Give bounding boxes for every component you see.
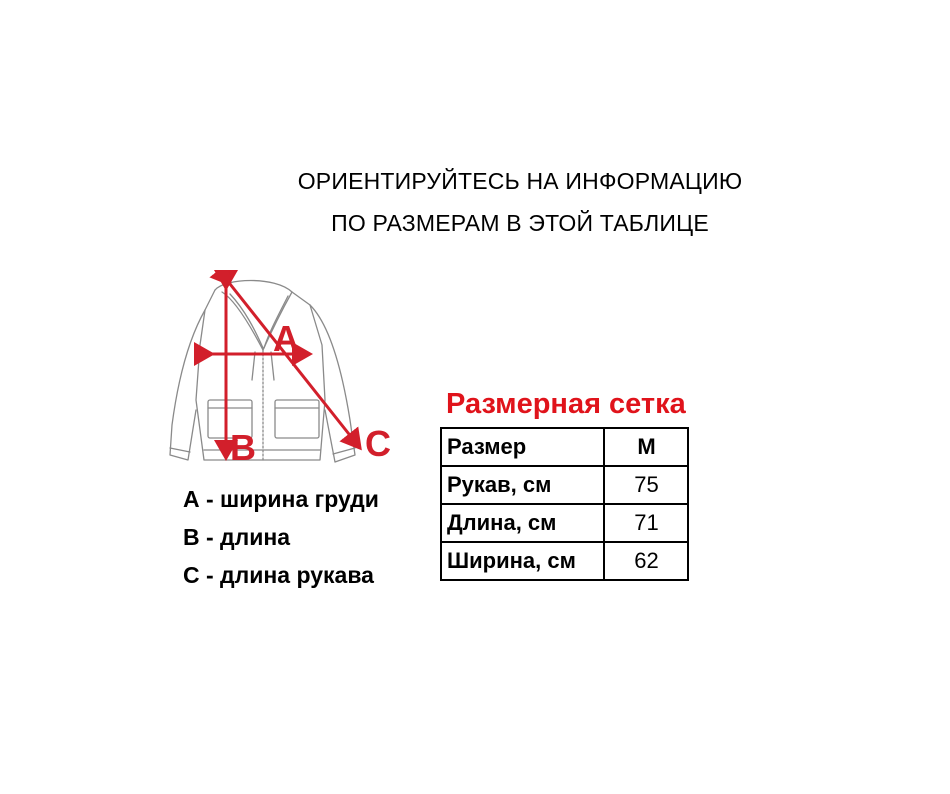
measurement-legend: [183, 480, 379, 594]
row-value: 62: [604, 542, 688, 580]
legend-item-c: С - длина рукава: [183, 562, 374, 588]
row-label: Ширина, см: [441, 542, 604, 580]
intro-line-2: ПО РАЗМЕРАМ В ЭТОЙ ТАБЛИЦЕ: [331, 210, 709, 236]
intro-line-1: ОРИЕНТИРУЙТЕСЬ НА ИНФОРМАЦИЮ: [297, 168, 743, 194]
header-cell-m: M: [604, 428, 688, 466]
table-header-row: [441, 428, 688, 466]
legend-item-b: В - длина: [183, 524, 291, 550]
label-b: B: [230, 427, 256, 468]
header-cell-size: Размер: [441, 428, 604, 466]
row-value: 75: [604, 466, 688, 504]
size-table: [440, 427, 689, 581]
hooded-jacket-icon: [160, 270, 400, 480]
row-label: Длина, см: [441, 504, 604, 542]
label-c: C: [365, 423, 391, 464]
row-label: Рукав, см: [441, 466, 604, 504]
size-chart-title: Размерная сетка: [446, 388, 686, 420]
table-row: [441, 504, 688, 542]
table-row: [441, 542, 688, 580]
table-row: [441, 466, 688, 504]
jacket-diagram: [160, 270, 400, 480]
legend-item-a: А - ширина груди: [183, 486, 379, 512]
row-value: 71: [604, 504, 688, 542]
label-a: A: [273, 318, 299, 359]
